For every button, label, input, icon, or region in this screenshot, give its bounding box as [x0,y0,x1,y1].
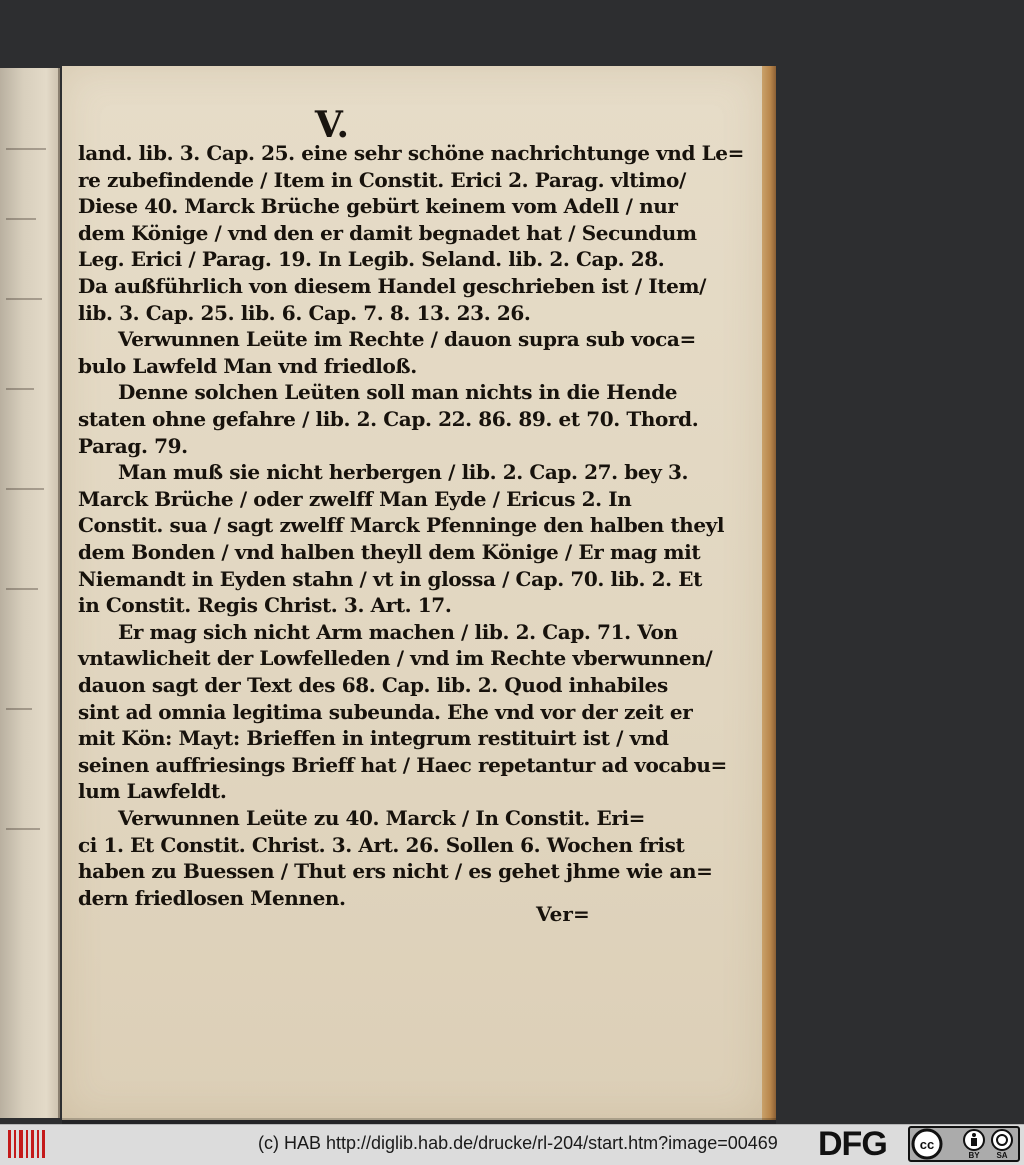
text-line: staten ohne gefahre / lib. 2. Cap. 22. 86. 89. et 70. Thord. [78,407,699,431]
text-line: in Constit. Regis Christ. 3. Art. 17. [78,593,452,618]
text-line: Man muß sie nicht herbergen / lib. 2. Cap. 27. bey 3. [118,460,689,485]
text-line: Denne solchen Leüten soll man nichts in die Hende [118,380,678,405]
text-line: dauon sagt der Text des 68. Cap. lib. 2. Quod inhabiles [78,673,668,697]
sa-icon [992,1130,1012,1150]
text-line: Marck Brüche / oder zwelff Man Eyde / Ericus 2. In [78,486,632,511]
text-line: bulo Lawfeld Man vnd friedloß. [78,353,417,378]
cc-license-badge[interactable] [908,1126,1020,1162]
by-label: BY [968,1151,980,1160]
svg-text:cc: cc [919,1137,935,1152]
text-line: seinen auffriesings Brieff hat / Haec repetantur ad vocabu= [78,752,727,777]
text-line: Verwunnen Leüte im Rechte / dauon supra sub voca= [118,327,696,352]
text-line: Verwunnen Leüte zu 40. Marck / In Constit. Eri= [118,806,646,830]
text-line: mit Kön: Mayt: Brieffen in integrum restituirt ist / vnd [78,726,669,751]
cc-icon [913,1130,941,1158]
text-line: Da außführlich von diesem Handel geschrieben ist / Item/ [78,274,707,298]
text-line: land. lib. 3. Cap. 25. eine sehr schöne nachrichtunge vnd Le= [78,141,744,165]
text-line: Parag. 79. [78,433,188,458]
text-line: dem Bonden / vnd halben theyll dem Könige / Er mag mit [78,540,701,564]
text-line: lib. 3. Cap. 25. lib. 6. Cap. 7. 8. 13. 23. 26. [78,300,531,325]
text-line: Constit. sua / sagt zwelff Marck Pfenninge den halben theyl [78,513,725,538]
text-line: ci 1. Et Constit. Christ. 3. Art. 26. Sollen 6. Wochen frist [78,832,685,857]
text-line: Diese 40. Marck Brüche gebürt keinem vom Adell / nur [78,194,678,219]
page-edge [762,66,776,1120]
text-line: sint ad omnia legitima subeunda. Ehe vnd vor der zeit er [78,699,693,724]
by-icon [964,1130,984,1150]
previous-page-edge [0,68,60,1118]
text-line: lum Lawfeldt. [78,779,227,804]
signature-mark: V. [314,104,350,146]
text-line: vntawlicheit der Lowfelleden / vnd im Rechte vberwunnen/ [78,646,713,671]
catchword: Ver= [536,902,590,926]
text-line: Er mag sich nicht Arm machen / lib. 2. Cap. 71. Von [118,619,678,644]
text-line: Niemandt in Eyden stahn / vt in glossa / Cap. 70. lib. 2. Et [78,566,702,591]
hab-barcode-icon [6,1128,46,1160]
dfg-logo: DFG [818,1125,887,1163]
sa-label: SA [996,1151,1008,1160]
text-line: Leg. Erici / Parag. 19. In Legib. Seland. lib. 2. Cap. 28. [78,247,665,272]
text-line: dern friedlosen Mennen. [78,885,346,910]
copyright-link[interactable]: (c) HAB http://diglib.hab.de/drucke/rl-204/start.htm?image=00469 [258,1133,778,1153]
text-line: re zubefindende / Item in Constit. Erici 2. Parag. vltimo/ [78,167,686,192]
text-line: haben zu Buessen / Thut ers nicht / es gehet jhme wie an= [78,859,713,884]
text-line: dem Könige / vnd den er damit begnadet hat / Secundum [78,220,697,245]
